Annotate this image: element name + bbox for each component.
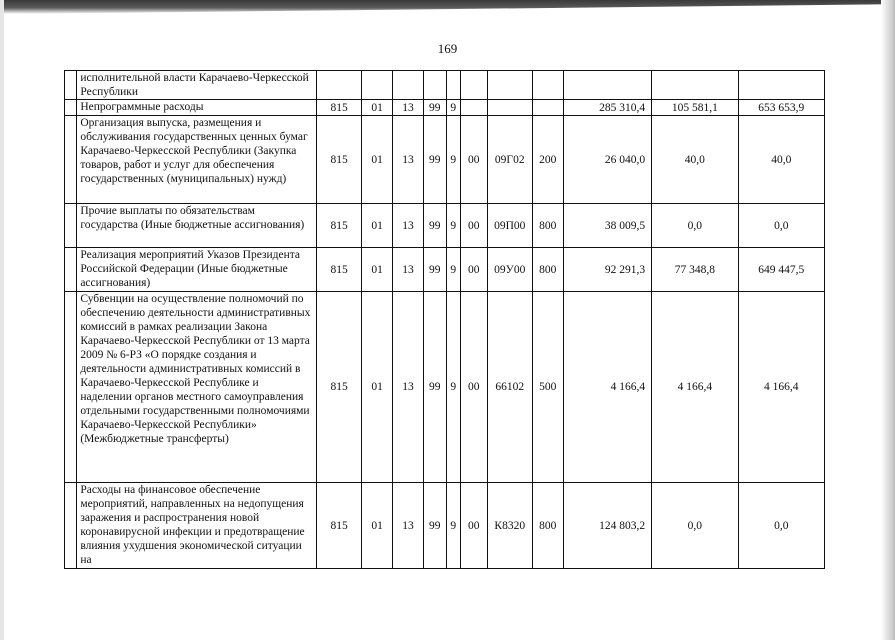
code-subprogram: 9 xyxy=(446,248,460,292)
code-rz: 01 xyxy=(362,116,393,204)
code-grbs: 815 xyxy=(316,204,361,248)
scan-shadow-right xyxy=(881,0,895,640)
budget-table xyxy=(64,70,825,569)
row-number-cell xyxy=(65,292,77,483)
sum-year-1 xyxy=(563,71,651,100)
sum-year-1: 4 166,4 xyxy=(563,292,651,483)
code-rz: 01 xyxy=(362,483,393,569)
code-vr: 800 xyxy=(532,248,563,292)
sum-year-3: 0,0 xyxy=(738,204,824,248)
sum-year-2: 105 581,1 xyxy=(652,100,738,116)
code-direction: 09Г02 xyxy=(487,116,532,204)
row-name: Прочие выплаты по обязательствам государства (Иные бюджетные ассигнования) xyxy=(77,204,317,248)
table-row xyxy=(65,116,825,204)
code-pr: 13 xyxy=(393,248,424,292)
row-number-cell xyxy=(65,204,77,248)
code-pr: 13 xyxy=(393,292,424,483)
code-rz: 01 xyxy=(362,100,393,116)
code-program: 99 xyxy=(423,116,446,204)
code-direction: К8320 xyxy=(487,483,532,569)
scan-shadow-left xyxy=(0,0,4,640)
code-grbs: 815 xyxy=(316,248,361,292)
code-direction xyxy=(487,71,532,100)
code-pr: 13 xyxy=(393,116,424,204)
row-number-cell xyxy=(65,71,77,100)
code-grbs: 815 xyxy=(316,483,361,569)
code-direction: 09П00 xyxy=(487,204,532,248)
sum-year-1: 285 310,4 xyxy=(563,100,651,116)
code-main-event: 00 xyxy=(460,204,487,248)
code-main-event: 00 xyxy=(460,116,487,204)
sum-year-3: 40,0 xyxy=(738,116,824,204)
table-row xyxy=(65,292,825,483)
code-rz xyxy=(362,71,393,100)
code-pr: 13 xyxy=(393,100,424,116)
table-row xyxy=(65,483,825,569)
sum-year-2: 40,0 xyxy=(652,116,738,204)
code-subprogram xyxy=(446,71,460,100)
code-subprogram: 9 xyxy=(446,204,460,248)
code-vr: 800 xyxy=(532,483,563,569)
code-program: 99 xyxy=(423,483,446,569)
code-rz: 01 xyxy=(362,292,393,483)
code-subprogram: 9 xyxy=(446,292,460,483)
code-direction: 09У00 xyxy=(487,248,532,292)
code-direction xyxy=(487,100,532,116)
sum-year-3 xyxy=(738,71,824,100)
row-name: Субвенции на осуществление полномочий по обеспечению деятельности административных комиссий в рамках реализации Закона Карачаево-Черкесской Республики от 13 марта 2009 № 6-РЗ «О порядке создания и деятельности административных комиссий в Карачаево-Черкесской Республике и наделении органов местного самоуправления отдельными государственными полномочиями Карачаево-Черкесской Республики» (Межбюджетные трансферты) xyxy=(77,292,317,483)
sum-year-1: 38 009,5 xyxy=(563,204,651,248)
code-grbs: 815 xyxy=(316,116,361,204)
row-name: Расходы на финансовое обеспечение мероприятий, направленных на недопущения заражения и распространения новой коронавирусной инфекции и предотвращение влияния ухудшения экономической ситуации на xyxy=(77,483,317,569)
sum-year-3: 653 653,9 xyxy=(738,100,824,116)
code-main-event xyxy=(460,71,487,100)
code-grbs: 815 xyxy=(316,100,361,116)
code-vr: 200 xyxy=(532,116,563,204)
code-subprogram: 9 xyxy=(446,100,460,116)
code-main-event: 00 xyxy=(460,292,487,483)
code-vr: 800 xyxy=(532,204,563,248)
table-row xyxy=(65,100,825,116)
sum-year-2: 4 166,4 xyxy=(652,292,738,483)
code-vr: 500 xyxy=(532,292,563,483)
row-name: Непрограммные расходы xyxy=(77,100,317,116)
sum-year-1: 124 803,2 xyxy=(563,483,651,569)
sum-year-2: 77 348,8 xyxy=(652,248,738,292)
code-program: 99 xyxy=(423,248,446,292)
sum-year-2: 0,0 xyxy=(652,483,738,569)
table-row xyxy=(65,71,825,100)
code-pr xyxy=(393,71,424,100)
code-grbs: 815 xyxy=(316,292,361,483)
code-rz: 01 xyxy=(362,248,393,292)
code-grbs xyxy=(316,71,361,100)
table-row xyxy=(65,204,825,248)
code-rz: 01 xyxy=(362,204,393,248)
row-number-cell xyxy=(65,116,77,204)
code-main-event: 00 xyxy=(460,248,487,292)
sum-year-2: 0,0 xyxy=(652,204,738,248)
code-vr xyxy=(532,71,563,100)
code-program: 99 xyxy=(423,204,446,248)
page-number: 169 xyxy=(437,41,458,56)
sum-year-3: 649 447,5 xyxy=(738,248,824,292)
code-program xyxy=(423,71,446,100)
scan-shadow-top xyxy=(0,0,895,14)
row-number-cell xyxy=(65,483,77,569)
code-vr xyxy=(532,100,563,116)
code-pr: 13 xyxy=(393,483,424,569)
sum-year-2 xyxy=(652,71,738,100)
sum-year-1: 92 291,3 xyxy=(563,248,651,292)
table-row xyxy=(65,248,825,292)
code-subprogram: 9 xyxy=(446,116,460,204)
row-number-cell xyxy=(65,248,77,292)
code-subprogram: 9 xyxy=(446,483,460,569)
code-main-event xyxy=(460,100,487,116)
code-pr: 13 xyxy=(393,204,424,248)
sum-year-1: 26 040,0 xyxy=(563,116,651,204)
row-name: Организация выпуска, размещения и обслуживания государственных ценных бумаг Карачаево-Черкесской Республики (Закупка товаров, работ и услуг для обеспечения государственных (муниципальных) нужд) xyxy=(77,116,317,204)
code-direction: 66102 xyxy=(487,292,532,483)
code-program: 99 xyxy=(423,100,446,116)
row-number-cell xyxy=(65,100,77,116)
sum-year-3: 4 166,4 xyxy=(738,292,824,483)
row-name: исполнительной власти Карачаево-Черкесской Республики xyxy=(77,71,317,100)
sum-year-3: 0,0 xyxy=(738,483,824,569)
code-main-event: 00 xyxy=(460,483,487,569)
code-program: 99 xyxy=(423,292,446,483)
row-name: Реализация мероприятий Указов Президента Российской Федерации (Иные бюджетные ассигнования) xyxy=(77,248,317,292)
